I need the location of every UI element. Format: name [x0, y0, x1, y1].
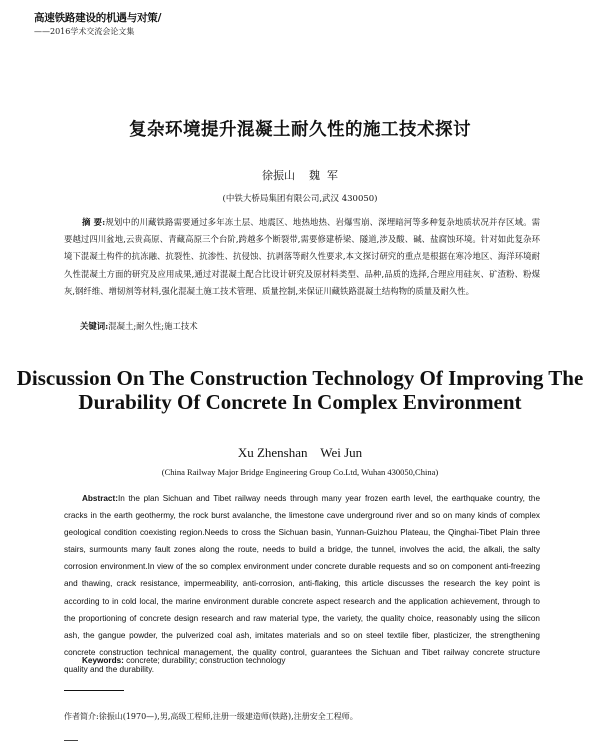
footnote-divider: [64, 690, 124, 691]
conference-title: 高速铁路建设的机遇与对策/: [34, 12, 162, 24]
chinese-title: 复杂环境提升混凝土耐久性的施工技术探讨: [129, 120, 471, 140]
english-title: Discussion On The Construction Technology Of Improving The Durability Of Concrete In Complex Environment: [16, 366, 584, 414]
chinese-abstract: [64, 214, 540, 300]
chinese-abstract-text: 规划中的川藏铁路需要通过多年冻土层、地震区、地热地热、岩爆雪崩、深埋暗河等多种复杂地质状况并存区域。需要越过四川盆地,云贵高原、青藏高原三个台阶,跨越多个断裂带,需要修建桥梁、隧道,涉及酸、碱、盐腐蚀环境。针对如此复杂环境下混凝土构件的抗冻融、抗裂性、抗渗性、抗侵蚀、抗剥落等耐久性要求,本文探讨研究的重点是根据在寒冷地区、海洋环境耐久性混凝土方面的研究及应用成果,通过对混凝土配合比设计研究及原材料类型、品种,品质的选择,合理应用硅灰、矿渣粉、粉煤灰,钢纤维、增韧剂等材料,强化混凝土施工技术管理、质量控制,来保证川藏铁路混凝土结构物的质量及耐久性。: [64, 217, 540, 296]
english-keywords-text: concrete; durability; construction technology: [126, 656, 286, 665]
chinese-affiliation: (中铁大桥局集团有限公司,武汉 430050): [222, 194, 378, 204]
english-abstract-label: Abstract:: [82, 494, 118, 503]
english-keywords-label: Keywords:: [82, 656, 124, 665]
chinese-keywords: [80, 320, 198, 332]
chinese-abstract-label: 摘 要:: [82, 217, 106, 227]
english-authors: Xu Zhenshan Wei Jun: [237, 445, 363, 460]
author-footnote: 作者简介:徐振山(1970—),男,高级工程师,注册一级建造师(铁路),注册安全工程师。: [64, 712, 358, 721]
chinese-keywords-text: 混凝土;耐久性;施工技术: [108, 321, 198, 331]
page-bottom-mark: [64, 740, 78, 741]
english-affiliation: (China Railway Major Bridge Engineering Group Co.Ltd, Wuhan 430050,China): [161, 467, 439, 477]
chinese-keywords-label: 关键词:: [80, 321, 109, 331]
english-abstract-text: In the plan Sichuan and Tibet railway needs through many year frozen earth level, the earthquake country, the cracks in the earth geothermy, the rock burst avalanche, the limestone cave underground river and so on many kinds of complex geological condition coexisting region.Needs to cross the Sichuan basin, Yunnan-Guizhou Plateau, the Qinghai-Tibet Plain three stairs, surmounts many fault zones along the route, needs to build a bridge, the tunnel, involves the acid, the alkali, the salty corrosion environment.In view of the so complex environment under concrete durable requests and so on component anti-freezing and thawing, crack resistance, impermeability, anti-corrosion, anti-flaking, this article discusses the research the key point is according to in cold local, the marine environment durable concrete aspect research and the application achievement, through to the proportioning of concrete design research and raw material type, the variety, the quality choice, reasonably using the silicon ash, the gangue powder, the pulverized coal ash, imitates materials and so on steel textile fiber, plasticizer, the strengthening concrete construction technical management, the quality control, guarantees the Sichuan and Tibet railway concrete structure quality and the durability.: [64, 494, 540, 674]
english-keywords: [82, 656, 285, 665]
english-abstract: [64, 490, 540, 678]
series-line: ——2016学术交流会论文集: [34, 27, 135, 36]
running-header: [34, 10, 294, 37]
chinese-authors: 徐振山 魏 军: [262, 169, 338, 182]
